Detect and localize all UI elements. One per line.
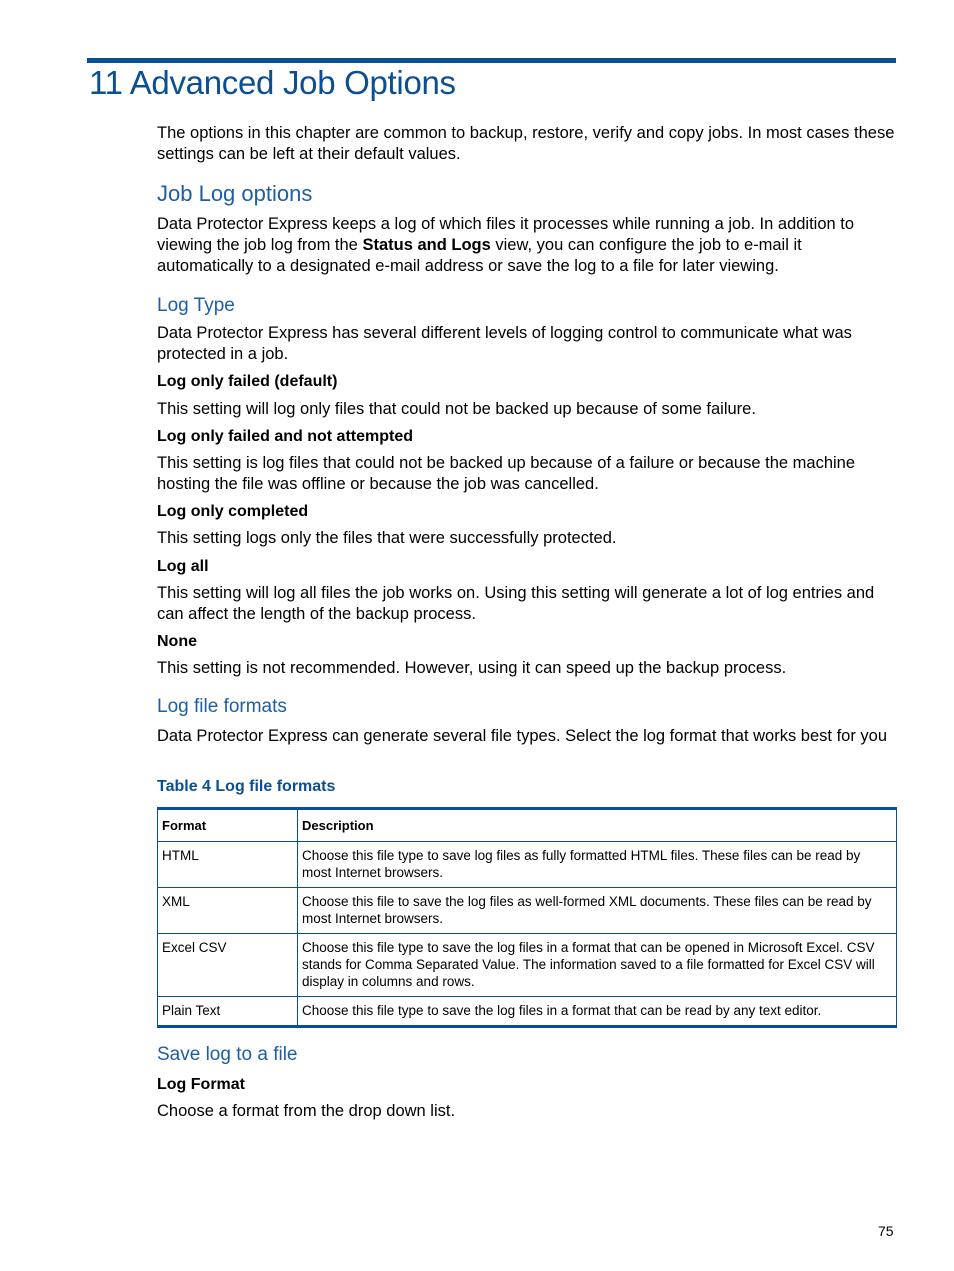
subsection-heading-log-file-formats: Log file formats (157, 696, 287, 717)
table-cell-description: Choose this file type to save the log files in a format that can be read by any text editor. (298, 997, 897, 1027)
table-row (158, 934, 897, 997)
table-cell-format: XML (158, 888, 298, 934)
log-file-formats-table (157, 807, 897, 1028)
log-type-desc-none: This setting is not recommended. However, using it can speed up the backup process. (157, 659, 787, 677)
table-caption: Table 4 Log file formats (157, 778, 336, 795)
table-row (158, 997, 897, 1027)
log-type-desc-log-all: This setting will log all files the job works on. Using this setting will generate a lot of log entries and can affect the length of the backup process. (157, 584, 875, 623)
table-header-row (158, 809, 897, 842)
log-type-intro: Data Protector Express has several different levels of logging control to communicate what was protected in a job. (157, 324, 852, 363)
chapter-top-rule (87, 58, 896, 63)
save-log-term-log-format: Log Format (157, 1076, 245, 1093)
log-type-desc-failed-default: This setting will log only files that could not be backed up because of some failure. (157, 400, 756, 418)
job-log-options-paragraph (157, 214, 897, 277)
chapter-intro: The options in this chapter are common to backup, restore, verify and copy jobs. In most cases these settings can be left at their default values. (157, 124, 895, 163)
subsection-heading-log-type: Log Type (157, 295, 235, 316)
log-type-term-none: None (157, 633, 197, 650)
table-cell-format: Plain Text (158, 997, 298, 1027)
status-and-logs-bold: Status and Logs (362, 236, 491, 254)
log-type-term-failed-default: Log only failed (default) (157, 373, 338, 390)
chapter-title: 11 Advanced Job Options (89, 64, 456, 101)
page-number: 75 (878, 1223, 894, 1239)
job-log-text-before: Data Protector Express keeps a log of which files it processes while running a job. In addition to viewing the job log from the (157, 215, 855, 254)
log-type-desc-completed: This setting logs only the files that were successfully protected. (157, 529, 617, 547)
table-row (158, 842, 897, 888)
log-type-term-completed: Log only completed (157, 503, 309, 520)
table-cell-format: Excel CSV (158, 934, 298, 997)
table-cell-format: HTML (158, 842, 298, 888)
table-row (158, 888, 897, 934)
log-type-term-log-all: Log all (157, 558, 209, 575)
log-file-formats-intro: Data Protector Express can generate several file types. Select the log format that works best for you (157, 727, 888, 745)
table-cell-description: Choose this file to save the log files as well-formed XML documents. These files can be read by most Internet browsers. (298, 888, 897, 934)
save-log-desc: Choose a format from the drop down list. (157, 1102, 456, 1120)
table-cell-description: Choose this file type to save log files as fully formatted HTML files. These files can be read by most Internet browsers. (298, 842, 897, 888)
table-header-format: Format (158, 809, 298, 842)
subsection-heading-save-log: Save log to a file (157, 1044, 298, 1065)
table-cell-description: Choose this file type to save the log files in a format that can be opened in Microsoft Excel. CSV stands for Comma Separated Value. The information saved to a file formatted for Excel CSV will display in columns and rows. (298, 934, 897, 997)
job-log-text-after: view, you can configure the job to e-mail it automatically to a designated e-mail address or save the log to a file for later viewing. (157, 236, 802, 275)
table-header-description: Description (298, 809, 897, 842)
section-heading-job-log-options: Job Log options (157, 181, 313, 206)
log-type-term-failed-not-attempted: Log only failed and not attempted (157, 428, 413, 445)
log-type-desc-failed-not-attempted: This setting is log files that could not be backed up because of a failure or because the machine hosting the file was offline or because the job was cancelled. (157, 454, 856, 493)
